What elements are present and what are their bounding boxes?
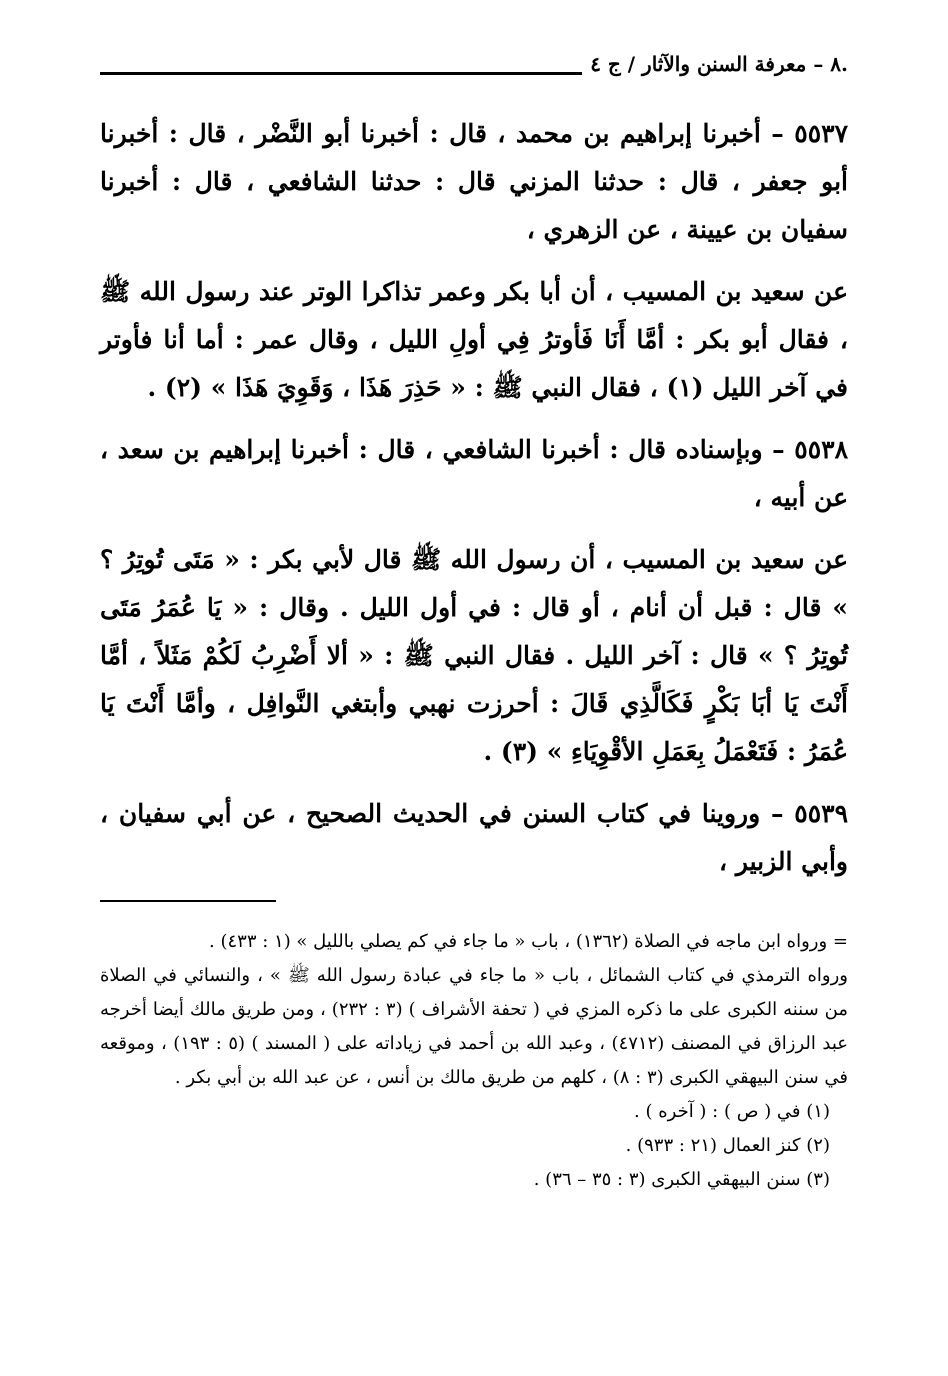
book-page xyxy=(100,0,848,1376)
footnote-3: (٣) سنن البيهقي الكبرى (٣ : ٣٥ – ٣٦) . xyxy=(533,1169,830,1190)
header-rule xyxy=(100,72,582,75)
running-head xyxy=(100,52,848,92)
hadith-5538-chain: ٥٥٣٨ – وبإسناده قال : أخبرنا الشافعي ، قال : أخبرنا إبراهيم بن سعد ، عن أبيه ، xyxy=(100,435,848,512)
hadith-5539-chain: ٥٥٣٩ – وروينا في كتاب السنن في الحديث الصحيح ، عن أبي سفيان ، وأبي الزبير ، xyxy=(100,799,848,876)
footnote-1: (١) في ( ص ) : ( آخره ) . xyxy=(634,1101,830,1122)
hadith-5537-chain: ٥٥٣٧ – أخبرنا إبراهيم بن محمد ، قال : أخبرنا أبو النَّضْر ، قال : أخبرنا أبو جعفر ، قال : حدثنا المزني قال : حدثنا الشافعي ، قال : أخبرنا سفيان بن عيينة ، عن الزهري ، xyxy=(100,119,848,244)
footnotes xyxy=(100,925,848,1197)
hadith-5538-text: عن سعيد بن المسيب ، أن رسول الله ﷺ قال لأبي بكر : « مَتَى تُوتِرُ ؟ » قال : قبل أن أنام ، أو قال : في أول الليل . وقال : « يَا عُمَرُ مَتَى تُوتِرُ ؟ » قال : آخر الليل . فقال النبي ﷺ : « ألا أَضْرِبُ لَكُمْ مَثَلاً ، أمَّا أَنْتَ يَا أبَا بَكْرٍ فَكَالَّذِي قَالَ : أحرزت نهبي وأبتغي النَّوافِل ، وأمَّا أَنْتَ يَا عُمَرُ : فَتَعْمَلُ بِعَمَلِ الأقْوِيَاءِ » (٣) . xyxy=(100,545,848,766)
running-head-title: .٨ – معرفة السنن والآثار / ج ٤ xyxy=(590,52,848,76)
footnote-continuation-2: ورواه الترمذي في كتاب الشمائل ، باب « ما جاء في عبادة رسول الله ﷺ » ، والنسائي في الصلاة من سننه الكبرى على ما ذكره المزي في ( تحفة الأشراف ) (٣ : ٢٣٢) ، ومن طريق مالك أيضا أخرجه عبد الرزاق في المصنف (٤٧١٢) ، وعبد الله بن أحمد في زياداته على ( المسند ) (٥ : ١٩٣) ، وموقعه في سنن البيهقي الكبرى (٣ : ٨) ، كلهم من طريق مالك بن أنس ، عن عبد الله بن أبي بكر . xyxy=(100,965,848,1088)
footnote-separator xyxy=(100,900,276,902)
footnote-continuation-1: = ورواه ابن ماجه في الصلاة (١٣٦٢) ، باب « ما جاء في كم يصلي بالليل » (١ : ٤٣٣) . xyxy=(209,931,848,952)
footnote-2: (٢) كنز العمال (٢١ : ٩٣٣) . xyxy=(625,1135,830,1156)
main-text xyxy=(100,110,848,886)
hadith-5537-text: عن سعيد بن المسيب ، أن أبا بكر وعمر تذاكرا الوتر عند رسول الله ﷺ ، فقال أبو بكر : أمَّا أَنَا فَأوترُ فِي أولِ الليل ، وقال عمر : أما أنا فأوتر في آخر الليل (١) ، فقال النبي ﷺ : « حَذِرَ هَذَا ، وَقَوِيَ هَذَا » (٢) . xyxy=(100,277,848,402)
